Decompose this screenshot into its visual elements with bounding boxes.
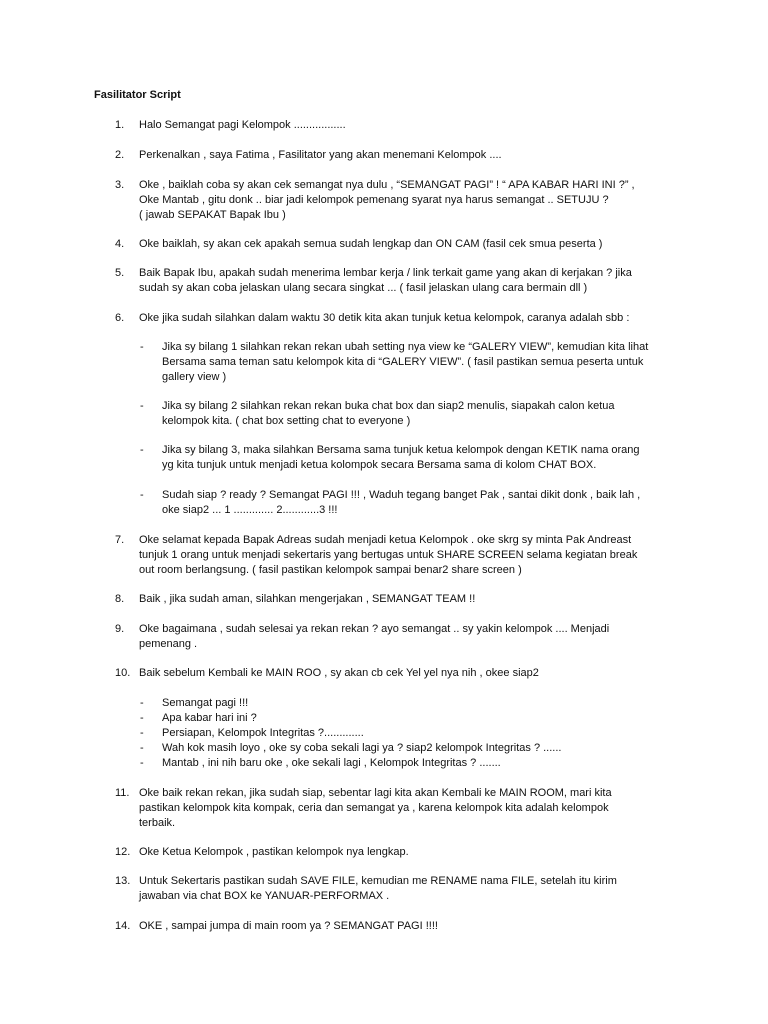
list-text	[139, 622, 609, 652]
list-line: Oke Ketua Kelompok , pastikan kelompok nya lengkap.	[139, 846, 409, 858]
list-number: 12.	[115, 846, 131, 858]
sub-list-text: Apa kabar hari ini ?	[162, 712, 257, 724]
dash-bullet: -	[140, 341, 144, 353]
list-text	[139, 237, 602, 252]
list-line: Oke bagaimana , sudah selesai ya rekan rekan ? ayo semangat .. sy yakin kelompok .... Menjadi	[139, 623, 610, 635]
list-number: 3.	[115, 179, 125, 191]
sub-list-line: yg kita tunjuk untuk menjadi ketua kolompok secara Bersama sama di kolom CHAT BOX.	[162, 459, 597, 471]
list-line: terbaik.	[139, 817, 176, 829]
list-number: 13.	[115, 875, 131, 887]
list-text	[139, 148, 502, 163]
sub-list-line: kelompok kita. ( chat box setting chat to everyone )	[162, 415, 411, 427]
dash-bullet: -	[140, 712, 144, 724]
sub-list-text: Semangat pagi !!!	[162, 697, 249, 709]
list-line: Oke , baiklah coba sy akan cek semangat nya dulu , “SEMANGAT PAGI” ! “ APA KABAR HARI INI ?” ,	[139, 179, 635, 191]
dash-bullet: -	[140, 757, 144, 769]
list-line: Oke selamat kepada Bapak Adreas sudah menjadi ketua Kelompok . oke skrg sy minta Pak Andreast	[139, 534, 632, 546]
list-number: 5.	[115, 267, 125, 279]
list-line: Baik , jika sudah aman, silahkan mengerjakan , SEMANGAT TEAM !!	[139, 593, 476, 605]
dash-bullet: -	[140, 400, 144, 412]
dash-bullet: -	[140, 727, 144, 739]
list-number: 7.	[115, 534, 125, 546]
list-line: Oke jika sudah silahkan dalam waktu 30 detik kita akan tunjuk ketua kelompok, caranya adalah sbb :	[139, 312, 630, 324]
list-line: Untuk Sekertaris pastikan sudah SAVE FILE, kemudian me RENAME nama FILE, setelah itu kirim	[139, 875, 617, 887]
list-text	[139, 118, 346, 133]
sub-list-text	[162, 443, 640, 473]
list-line: Baik Bapak Ibu, apakah sudah menerima lembar kerja / link terkait game yang akan di kerjakan ? jika	[139, 267, 632, 279]
sub-list-text	[162, 399, 615, 429]
list-text	[139, 919, 438, 934]
list-number: 9.	[115, 623, 125, 635]
sub-list-line: Sudah siap ? ready ? Semangat PAGI !!! , Waduh tegang banget Pak , santai dikit donk , baik lah ,	[162, 489, 641, 501]
list-number: 2.	[115, 149, 125, 161]
sub-list-text	[162, 488, 640, 518]
list-line: Halo Semangat pagi Kelompok .................	[139, 119, 346, 131]
list-line: Oke baik rekan rekan, jika sudah siap, sebentar lagi kita akan Kembali ke MAIN ROOM, mari kita	[139, 787, 612, 799]
sub-list-text: Mantab , ini nih baru oke , oke sekali lagi , Kelompok Integritas ? .......	[162, 757, 501, 769]
list-line: Oke Mantab , gitu donk .. biar jadi kelompok pemenang syarat nya harus semangat .. SETUJU ?	[139, 194, 609, 206]
dash-bullet: -	[140, 742, 144, 754]
list-line: jawaban via chat BOX ke YANUAR-PERFORMAX .	[139, 890, 390, 902]
list-text	[139, 311, 629, 326]
list-text	[139, 533, 637, 578]
list-text	[139, 592, 475, 607]
list-number: 10.	[115, 667, 131, 679]
sub-list-line: Jika sy bilang 1 silahkan rekan rekan ubah setting nya view ke “GALERY VIEW”, kemudian kita lihat	[162, 341, 649, 353]
list-line: pastikan kelompok kita kompak, ceria dan semangat ya , karena kelompok kita adalah kelompok	[139, 802, 609, 814]
dash-bullet: -	[140, 444, 144, 456]
document-title: Fasilitator Script	[94, 89, 181, 101]
list-line: tunjuk 1 orang untuk menjadi sekertaris yang bertugas untuk SHARE SCREEN selama kegiatan break	[139, 549, 638, 561]
sub-list-line: gallery view )	[162, 371, 227, 383]
list-number: 11.	[115, 787, 130, 799]
list-line: Baik sebelum Kembali ke MAIN ROO , sy akan cb cek Yel yel nya nih , okee siap2	[139, 667, 539, 679]
list-line: out room berlangsung. ( fasil pastikan kelompok sampai benar2 share screen )	[139, 564, 522, 576]
sub-list-line: Jika sy bilang 2 silahkan rekan rekan buka chat box dan siap2 menulis, siapakah calon ketua	[162, 400, 615, 412]
list-number: 14.	[115, 920, 131, 932]
dash-bullet: -	[140, 697, 144, 709]
dash-bullet: -	[140, 489, 144, 501]
list-text	[139, 874, 617, 904]
list-number: 1.	[115, 119, 125, 131]
list-line: ( jawab SEPAKAT Bapak Ibu )	[139, 209, 286, 221]
list-text	[139, 666, 539, 681]
list-text	[139, 845, 409, 860]
list-number: 8.	[115, 593, 125, 605]
sub-list-line: Bersama sama teman satu kelompok kita di “GALERY VIEW”. ( fasil pastikan semua peserta untuk	[162, 356, 644, 368]
list-line: sudah sy akan coba jelaskan ulang secara singkat ... ( fasil jelaskan ulang cara bermain dll )	[139, 282, 588, 294]
list-number: 6.	[115, 312, 125, 324]
list-text	[139, 786, 612, 831]
list-line: OKE , sampai jumpa di main room ya ? SEMANGAT PAGI !!!!	[139, 920, 438, 932]
sub-list-text	[162, 340, 648, 385]
list-line: Oke baiklah, sy akan cek apakah semua sudah lengkap dan ON CAM (fasil cek smua peserta )	[139, 238, 603, 250]
sub-list-line: Jika sy bilang 3, maka silahkan Bersama sama tunjuk ketua kelompok dengan KETIK nama orang	[162, 444, 640, 456]
sub-list-text: Wah kok masih loyo , oke sy coba sekali lagi ya ? siap2 kelompok Integritas ? ......	[162, 742, 562, 754]
list-text	[139, 266, 632, 296]
list-line: Perkenalkan , saya Fatima , Fasilitator yang akan menemani Kelompok ....	[139, 149, 502, 161]
list-line: pemenang .	[139, 638, 198, 650]
sub-list-line: oke siap2 ... 1 ............. 2............3 !!!	[162, 504, 338, 516]
list-number: 4.	[115, 238, 125, 250]
sub-list-text: Persiapan, Kelompok Integritas ?.............	[162, 727, 364, 739]
list-text	[139, 178, 635, 223]
